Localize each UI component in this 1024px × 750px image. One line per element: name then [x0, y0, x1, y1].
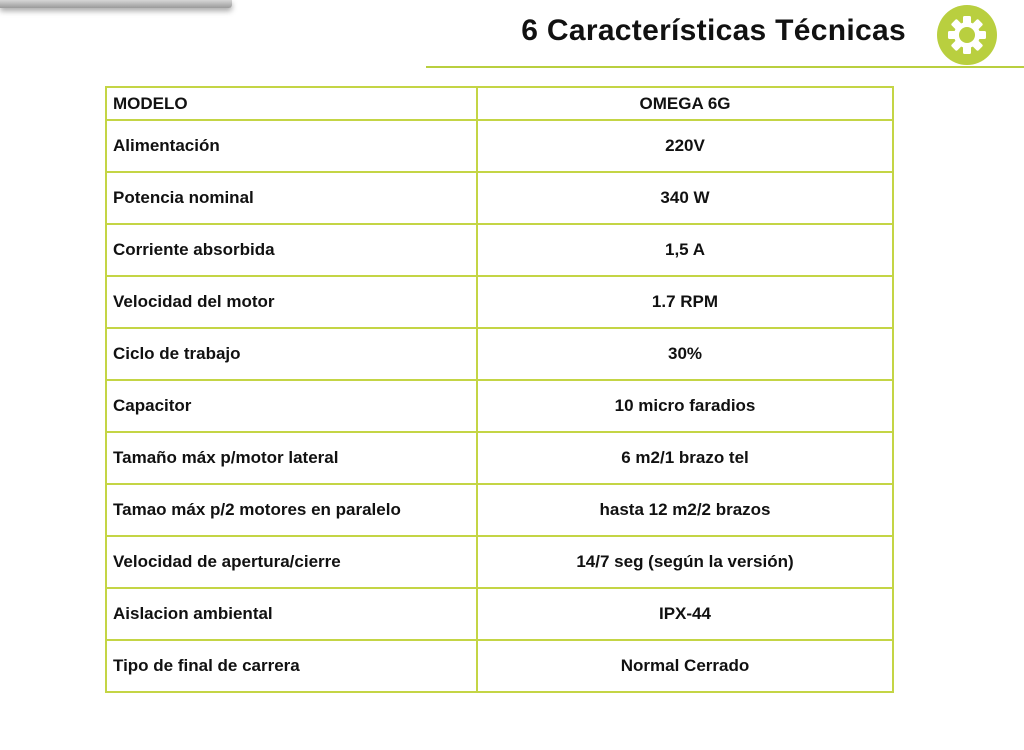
spec-value-cell: Normal Cerrado [477, 640, 893, 692]
spec-value-cell: 6 m2/1 brazo tel [477, 432, 893, 484]
spec-value-cell: 1,5 A [477, 224, 893, 276]
spec-label-cell: Tamao máx p/2 motores en paralelo [106, 484, 477, 536]
title-underline [426, 66, 1024, 68]
spec-label-cell: Capacitor [106, 380, 477, 432]
table-row [106, 172, 893, 224]
spec-label-cell: Tamaño máx p/motor lateral [106, 432, 477, 484]
spec-label-cell: Tipo de final de carrera [106, 640, 477, 692]
corner-shadow-decoration [0, 0, 232, 8]
table-row [106, 120, 893, 172]
table-row [106, 224, 893, 276]
spec-value-cell: 340 W [477, 172, 893, 224]
table-row [106, 484, 893, 536]
spec-value-cell: 1.7 RPM [477, 276, 893, 328]
spec-value-cell: 30% [477, 328, 893, 380]
spec-value-cell: 220V [477, 120, 893, 172]
spec-label-cell: Aislacion ambiental [106, 588, 477, 640]
spec-value-cell: hasta 12 m2/2 brazos [477, 484, 893, 536]
table-row [106, 588, 893, 640]
gear-icon [936, 4, 998, 66]
table-row [106, 380, 893, 432]
table-header-row [106, 87, 893, 120]
table-row [106, 640, 893, 692]
spec-value-cell: IPX-44 [477, 588, 893, 640]
spec-label-cell: Velocidad de apertura/cierre [106, 536, 477, 588]
specs-table [105, 86, 894, 693]
spec-label-cell: Alimentación [106, 120, 477, 172]
page-title: 6 Características Técnicas [521, 14, 906, 47]
spec-value-cell: 10 micro faradios [477, 380, 893, 432]
header-label-cell: MODELO [106, 87, 477, 120]
spec-label-cell: Ciclo de trabajo [106, 328, 477, 380]
spec-label-cell: Velocidad del motor [106, 276, 477, 328]
table-row [106, 536, 893, 588]
spec-label-cell: Corriente absorbida [106, 224, 477, 276]
table-row [106, 276, 893, 328]
table-row [106, 328, 893, 380]
spec-value-cell: 14/7 seg (según la versión) [477, 536, 893, 588]
spec-label-cell: Potencia nominal [106, 172, 477, 224]
table-row [106, 432, 893, 484]
header-value-cell: OMEGA 6G [477, 87, 893, 120]
